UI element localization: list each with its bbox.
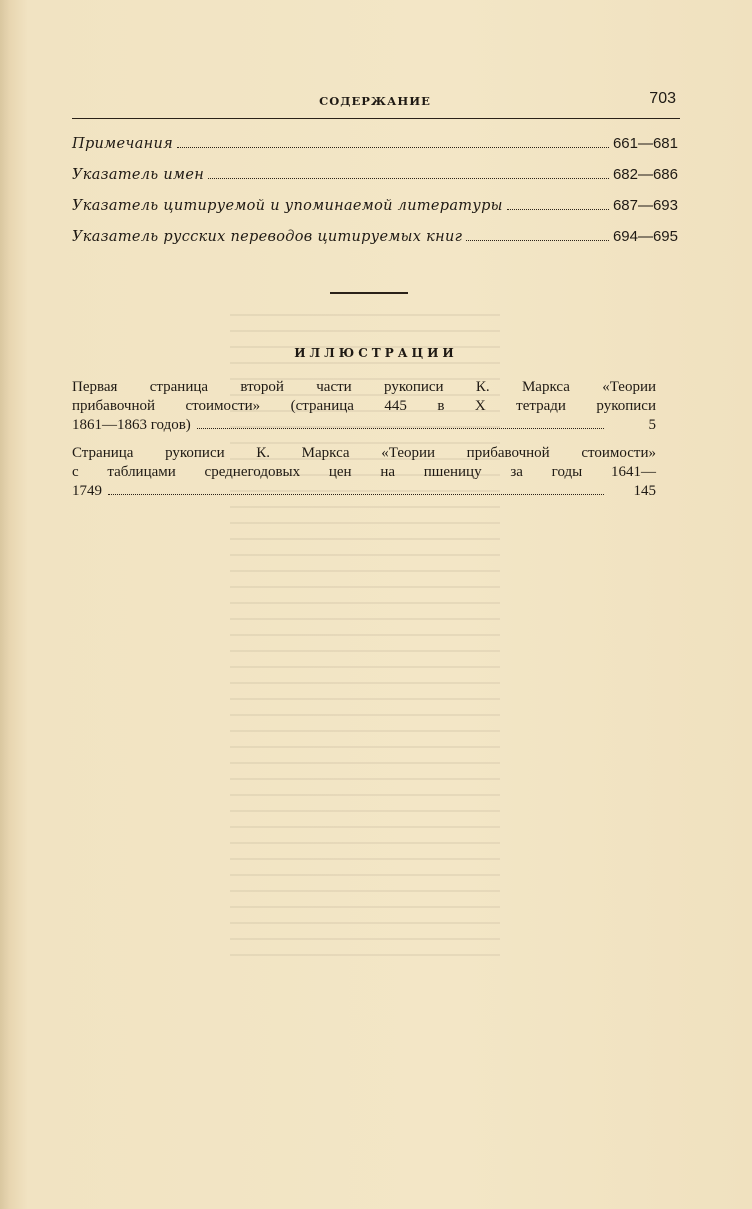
dot-leader xyxy=(197,428,604,429)
table-of-contents xyxy=(72,135,678,259)
dot-leader xyxy=(108,494,604,495)
illustration-text-line: 1861—1863 годов) xyxy=(72,417,191,433)
toc-entry-title: Указатель цитируемой и упоминаемой литературы xyxy=(72,198,503,214)
illustration-text-line: 1749 xyxy=(72,483,102,499)
toc-entry-pages: 687—693 xyxy=(612,197,678,214)
toc-entry-pages: 661—681 xyxy=(612,135,678,152)
illustrations-list xyxy=(72,378,656,510)
header-rule xyxy=(72,118,680,119)
toc-entry-notes xyxy=(72,135,678,166)
dot-leader xyxy=(208,178,609,179)
illustration-last-line xyxy=(72,416,656,435)
illustration-page: 5 xyxy=(648,417,656,433)
toc-entry-literature-index xyxy=(72,197,678,228)
running-head-title: СОДЕРЖАНИЕ xyxy=(319,94,431,108)
page-number: 703 xyxy=(649,90,676,107)
illustration-page: 145 xyxy=(633,483,656,499)
illustration-text-line: с таблицами среднегодовых цен на пшеницу за годы 1641— xyxy=(72,464,656,480)
dot-leader xyxy=(507,209,609,210)
toc-entry-title: Указатель русских переводов цитируемых книг xyxy=(72,229,463,245)
section-separator xyxy=(330,292,408,294)
illustration-text-line: прибавочной стоимости» (страница 445 в X тетради рукописи xyxy=(72,398,656,414)
toc-entry-pages: 694—695 xyxy=(612,228,678,245)
toc-entry-translations-index xyxy=(72,228,678,259)
toc-entry-pages: 682—686 xyxy=(612,166,678,183)
dot-leader xyxy=(466,240,609,241)
illustrations-heading: ИЛЛЮСТРАЦИИ xyxy=(294,346,458,360)
illustration-text-line: Страница рукописи К. Маркса «Теории прибавочной стоимости» xyxy=(72,445,656,461)
dot-leader xyxy=(177,147,609,148)
toc-entry-title: Указатель имен xyxy=(72,167,205,183)
illustration-last-line xyxy=(72,482,656,501)
toc-entry-title: Примечания xyxy=(72,136,174,152)
illustration-entry xyxy=(72,444,656,501)
toc-entry-name-index xyxy=(72,166,678,197)
illustration-text-line: Первая страница второй части рукописи К. Маркса «Теории xyxy=(72,379,656,395)
running-header xyxy=(72,90,678,112)
illustration-entry xyxy=(72,378,656,435)
